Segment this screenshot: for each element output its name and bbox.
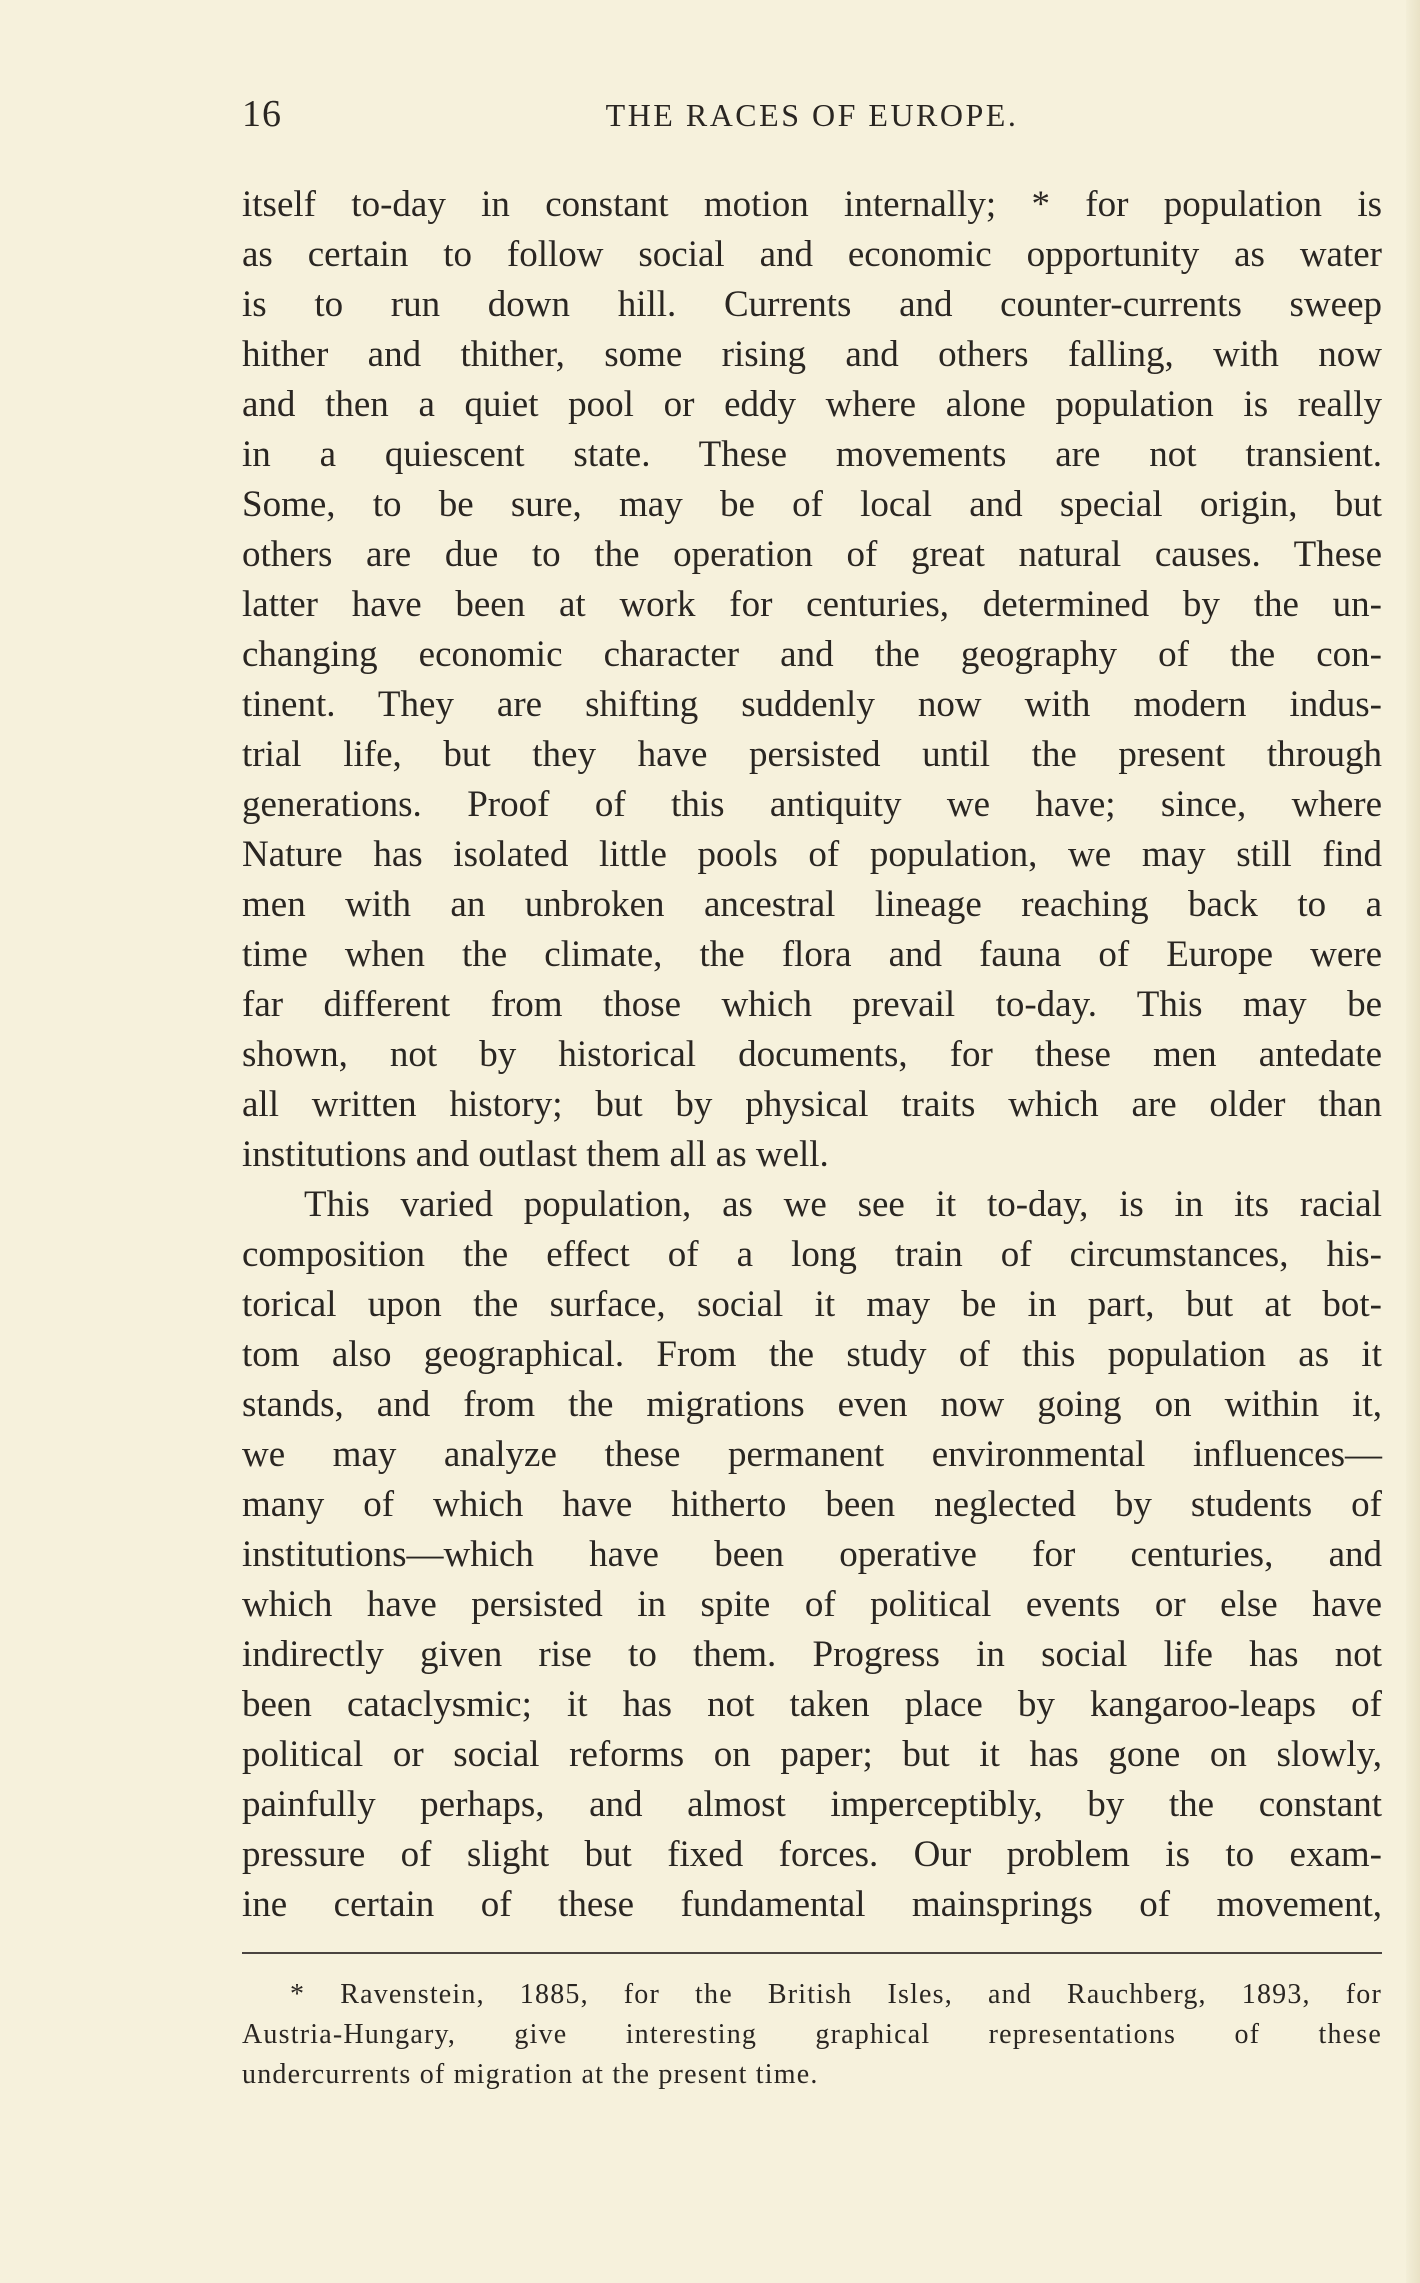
text-line: hither and thither, some rising and others falling, with now [242, 334, 1382, 375]
text-line: latter have been at work for centuries, determined by the un- [242, 584, 1382, 625]
page-header [242, 92, 1382, 142]
text-line: generations. Proof of this antiquity we have; since, where [242, 784, 1382, 825]
text-line: which have persisted in spite of political events or else have [242, 1584, 1382, 1625]
footnote-line: undercurrents of migration at the present time. [242, 2059, 819, 2090]
text-line: others are due to the operation of great natural causes. These [242, 534, 1382, 575]
text-line: in a quiescent state. These movements are not transient. [242, 434, 1382, 475]
footnote-line: Austria-Hungary, give interesting graphical representations of these [242, 2019, 1382, 2050]
text-line: and then a quiet pool or eddy where alone population is really [242, 384, 1382, 425]
text-line: far different from those which prevail to-day. This may be [242, 984, 1382, 1025]
text-line: as certain to follow social and economic opportunity as water [242, 234, 1382, 275]
text-line: tom also geographical. From the study of this population as it [242, 1334, 1382, 1375]
page-number: 16 [242, 93, 282, 135]
paragraph-end-line: institutions and outlast them all as well. [242, 1134, 829, 1175]
text-line: composition the effect of a long train of circumstances, his- [242, 1234, 1382, 1275]
footnote-rule [242, 1952, 1382, 1954]
text-line: men with an unbroken ancestral lineage reaching back to a [242, 884, 1382, 925]
text-line: painfully perhaps, and almost imperceptibly, by the constant [242, 1784, 1382, 1825]
text-line: we may analyze these permanent environmental influences— [242, 1434, 1382, 1475]
footnote-line: * Ravenstein, 1885, for the British Isles, and Rauchberg, 1893, for [290, 1979, 1382, 2010]
body-text [242, 180, 1382, 1930]
text-line: stands, and from the migrations even now going on within it, [242, 1384, 1382, 1425]
running-head: THE RACES OF EUROPE. [605, 97, 1019, 133]
text-line: changing economic character and the geography of the con- [242, 634, 1382, 675]
text-line: many of which have hitherto been neglected by students of [242, 1484, 1382, 1525]
text-line: Some, to be sure, may be of local and special origin, but [242, 484, 1382, 525]
text-line: political or social reforms on paper; but it has gone on slowly, [242, 1734, 1382, 1775]
text-line: pressure of slight but fixed forces. Our problem is to exam- [242, 1834, 1382, 1875]
page-edge [1406, 0, 1420, 2283]
text-line: tinent. They are shifting suddenly now with modern indus- [242, 684, 1382, 725]
text-line: Nature has isolated little pools of population, we may still find [242, 834, 1382, 875]
text-line: time when the climate, the flora and fauna of Europe were [242, 934, 1382, 975]
footnote [242, 1975, 1382, 2095]
text-line: all written history; but by physical traits which are older than [242, 1084, 1382, 1125]
text-line: institutions—which have been operative for centuries, and [242, 1534, 1382, 1575]
text-line: indirectly given rise to them. Progress in social life has not [242, 1634, 1382, 1675]
text-line: shown, not by historical documents, for these men antedate [242, 1034, 1382, 1075]
text-line: been cataclysmic; it has not taken place by kangaroo-leaps of [242, 1684, 1382, 1725]
text-line: is to run down hill. Currents and counter-currents sweep [242, 284, 1382, 325]
paragraph-start-line: This varied population, as we see it to-day, is in its racial [304, 1184, 1382, 1225]
text-line: ine certain of these fundamental mainsprings of movement, [242, 1884, 1382, 1925]
text-line: trial life, but they have persisted until the present through [242, 734, 1382, 775]
text-line: itself to-day in constant motion internally; * for population is [242, 184, 1382, 225]
text-line: torical upon the surface, social it may be in part, but at bot- [242, 1284, 1382, 1325]
